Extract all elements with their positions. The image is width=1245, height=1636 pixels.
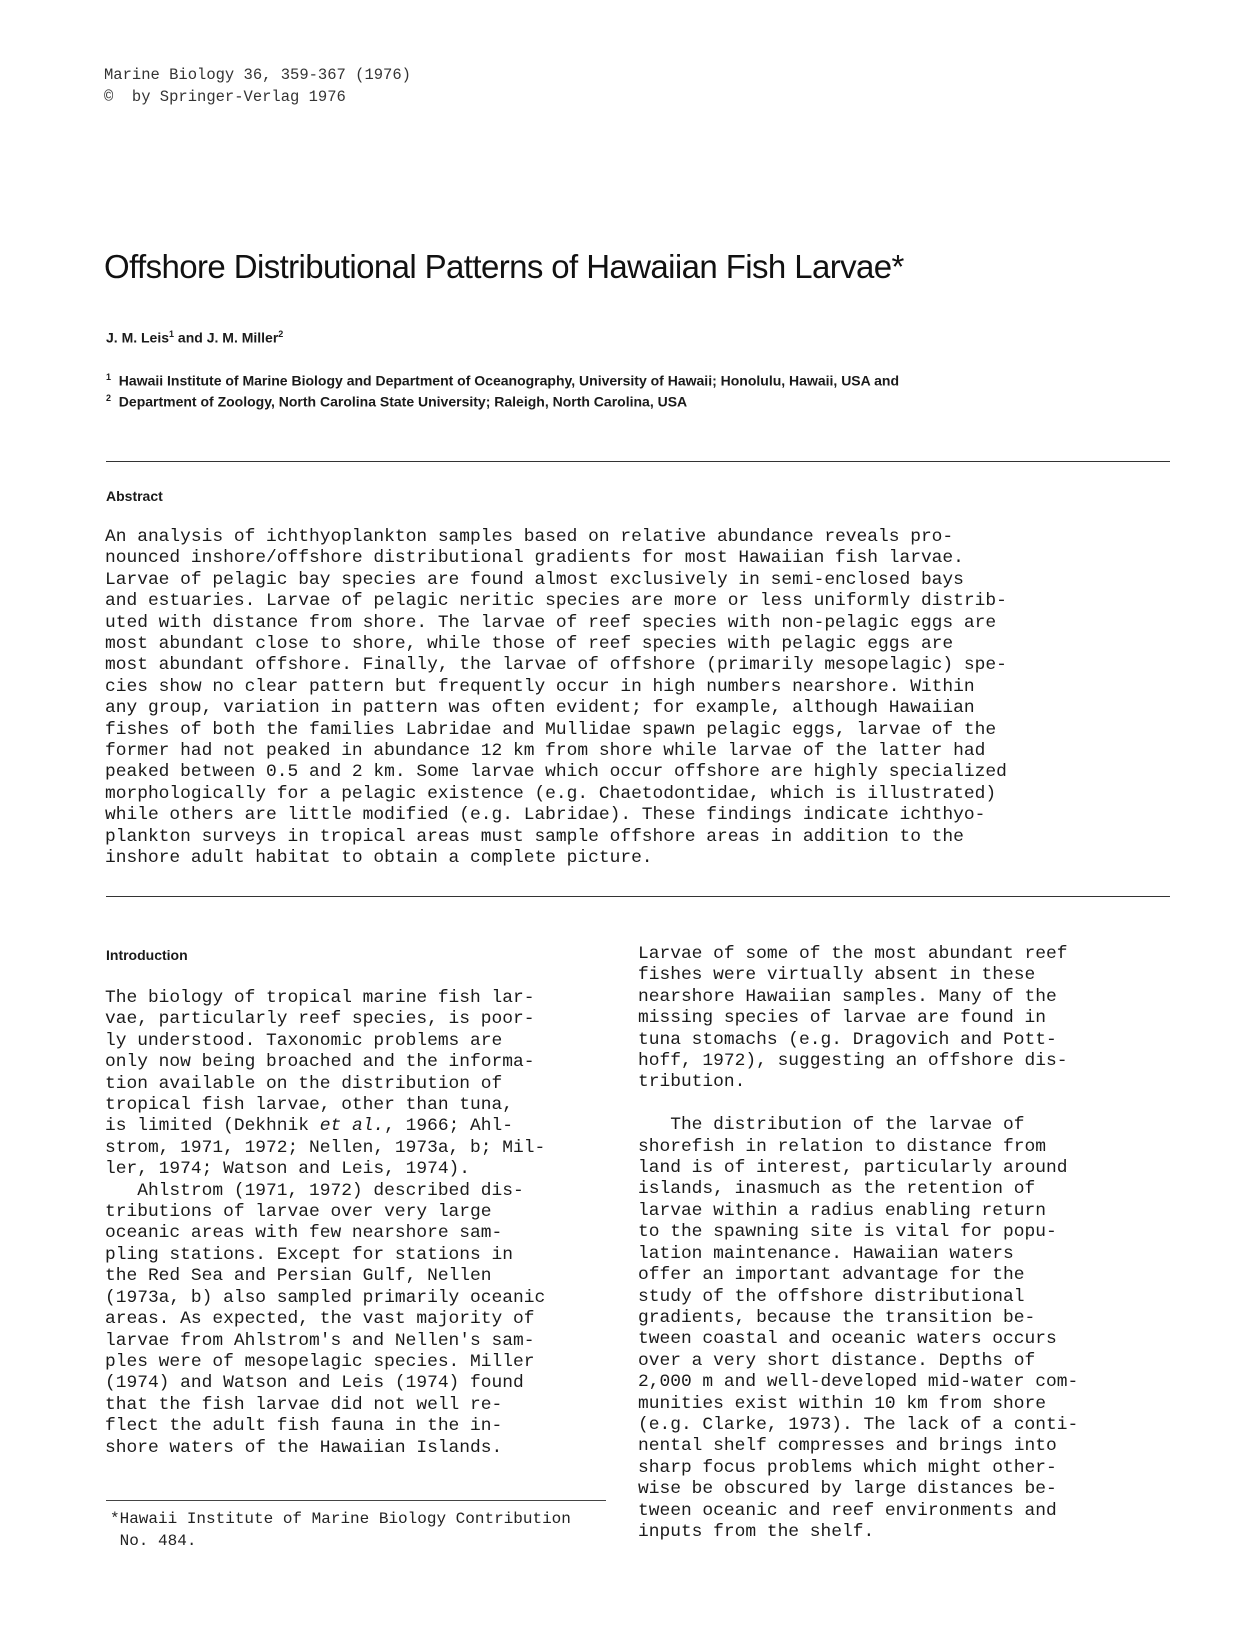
- text-line: land is of interest, particularly around: [638, 1158, 1068, 1179]
- introduction-heading: Introduction: [106, 947, 188, 963]
- text-line: shorefish in relation to distance from: [638, 1136, 1046, 1157]
- text-line: tributions of larvae over very large: [105, 1202, 492, 1223]
- text-line: most abundant offshore. Finally, the larvae of offshore (primarily mesopelagic) spe-: [105, 655, 1007, 676]
- text-line: flect the adult fish fauna in the in-: [105, 1416, 503, 1437]
- text-line: The biology of tropical marine fish lar-: [105, 988, 535, 1008]
- footnote: [110, 1508, 571, 1552]
- text-line: Larvae of pelagic bay species are found almost exclusively in semi-enclosed bays: [105, 569, 964, 590]
- abstract-top-rule: [106, 461, 1170, 462]
- text-line: tion available on the distribution of: [105, 1073, 503, 1094]
- text-line: cies show no clear pattern but frequently occur in high numbers nearshore. Within: [105, 676, 975, 697]
- text-line: tween oceanic and reef environments and: [638, 1500, 1057, 1521]
- introduction-right-column: [638, 944, 1078, 1543]
- text-line: vae, particularly reef species, is poor-: [105, 1009, 535, 1030]
- affiliation-1: [106, 372, 899, 389]
- author-2-affil-mark: 2: [278, 329, 284, 339]
- author-list: [106, 329, 283, 346]
- text-line: fishes of both the families Labridae and Mullidae spawn pelagic eggs, larvae of the: [105, 719, 997, 740]
- footnote-rule: [106, 1500, 606, 1501]
- text-line: An analysis of ichthyoplankton samples based on relative abundance reveals pro-: [105, 527, 954, 547]
- text-line: wise be obscured by large distances be-: [638, 1479, 1057, 1500]
- author-2: and J. M. Miller: [174, 329, 279, 346]
- text-line: The distribution of the larvae of: [638, 1115, 1025, 1136]
- text-line: hoff, 1972), suggesting an offshore dis-: [638, 1051, 1068, 1072]
- text-line: over a very short distance. Depths of: [638, 1350, 1036, 1371]
- text-line: fishes were virtually absent in these: [638, 965, 1036, 986]
- text-line: nental shelf compresses and brings into: [638, 1436, 1057, 1457]
- text-line: (1974) and Watson and Leis (1974) found: [105, 1373, 524, 1394]
- text-line: tropical fish larvae, other than tuna,: [105, 1095, 513, 1116]
- journal-line: Marine Biology 36, 359-367 (1976): [104, 66, 411, 84]
- text-line: (e.g. Clarke, 1973). The lack of a conti-: [638, 1414, 1079, 1435]
- abstract-bottom-rule: [106, 896, 1170, 897]
- text-line: Larvae of some of the most abundant reef: [638, 944, 1068, 964]
- text-line: former had not peaked in abundance 12 km from shore while larvae of the latter had: [105, 741, 986, 762]
- text-line: inputs from the shelf.: [638, 1521, 875, 1542]
- affiliation-1-mark: 1: [106, 372, 112, 382]
- text-line: tribution.: [638, 1072, 746, 1093]
- text-line: ly understood. Taxonomic problems are: [105, 1030, 503, 1051]
- text-line: sharp focus problems which might other-: [638, 1457, 1057, 1478]
- text-line: that the fish larvae did not well re-: [105, 1394, 503, 1415]
- text-line: study of the offshore distributional: [638, 1286, 1025, 1307]
- text-line: ples were of mesopelagic species. Miller: [105, 1351, 535, 1372]
- text-line: oceanic areas with few nearshore sam-: [105, 1223, 503, 1244]
- text-line: (1973a, b) also sampled primarily oceanic: [105, 1287, 546, 1308]
- author-1: J. M. Leis: [106, 329, 170, 346]
- text-line: is limited (Dekhnik et al., 1966; Ahl-: [105, 1116, 513, 1137]
- affiliation-2: [106, 393, 687, 410]
- text-line: plankton surveys in tropical areas must sample offshore areas in addition to the: [105, 826, 964, 847]
- text-line: morphologically for a pelagic existence (e.g. Chaetodontidae, which is illustrated): [105, 783, 997, 804]
- text-line: [638, 1094, 1078, 1115]
- affiliation-2-mark: 2: [106, 393, 112, 403]
- author-1-affil-mark: 1: [169, 329, 175, 339]
- text-line: offer an important advantage for the: [638, 1265, 1025, 1286]
- text-line: larvae from Ahlstrom's and Nellen's sam-: [105, 1330, 535, 1351]
- text-line: to the spawning site is vital for popu-: [638, 1222, 1057, 1243]
- copyright-line: © by Springer-Verlag 1976: [104, 88, 346, 106]
- text-line: while others are little modified (e.g. Labridae). These findings indicate ichthyo-: [105, 805, 986, 826]
- text-line: uted with distance from shore. The larvae of reef species with non-pelagic eggs are: [105, 612, 997, 633]
- text-line: gradients, because the transition be-: [638, 1307, 1036, 1328]
- abstract-body: [105, 527, 1007, 870]
- text-line: pling stations. Except for stations in: [105, 1244, 513, 1265]
- text-line: any group, variation in pattern was often evident; for example, although Hawaiian: [105, 698, 975, 719]
- text-line: nearshore Hawaiian samples. Many of the: [638, 986, 1057, 1007]
- text-line: islands, inasmuch as the retention of: [638, 1179, 1036, 1200]
- text-line: most abundant close to shore, while those of reef species with pelagic eggs are: [105, 634, 954, 655]
- affiliation-2-text: Department of Zoology, North Carolina State University; Raleigh, North Carolina, USA: [118, 393, 688, 410]
- text-line: and estuaries. Larvae of pelagic neritic species are more or less uniformly distrib-: [105, 591, 1007, 612]
- affiliation-1-text: Hawaii Institute of Marine Biology and Department of Oceanography, University of Hawaii; Honolulu, Hawaii, USA and: [118, 372, 900, 389]
- text-line: tuna stomachs (e.g. Dragovich and Pott-: [638, 1029, 1057, 1050]
- text-line: shore waters of the Hawaiian Islands.: [105, 1437, 503, 1458]
- text-line: missing species of larvae are found in: [638, 1008, 1046, 1029]
- text-line: inshore adult habitat to obtain a complete picture.: [105, 848, 653, 869]
- journal-citation: [104, 64, 411, 108]
- footnote-line-2: No. 484.: [110, 1532, 197, 1550]
- introduction-left-column: [105, 988, 545, 1459]
- text-line: nounced inshore/offshore distributional gradients for most Hawaiian fish larvae.: [105, 548, 964, 569]
- text-line: Ahlstrom (1971, 1972) described dis-: [105, 1180, 524, 1201]
- text-line: lation maintenance. Hawaiian waters: [638, 1243, 1014, 1264]
- text-line: only now being broached and the informa-: [105, 1052, 535, 1073]
- text-line: strom, 1971, 1972; Nellen, 1973a, b; Mil-: [105, 1137, 546, 1158]
- text-line: the Red Sea and Persian Gulf, Nellen: [105, 1266, 492, 1287]
- text-line: 2,000 m and well-developed mid-water com-: [638, 1372, 1079, 1393]
- text-line: larvae within a radius enabling return: [638, 1200, 1046, 1221]
- et-al-italic: et al.: [319, 1116, 385, 1137]
- text-line: munities exist within 10 km from shore: [638, 1393, 1046, 1414]
- text-line: ler, 1974; Watson and Leis, 1974).: [105, 1159, 471, 1180]
- paper-title: Offshore Distributional Patterns of Hawaiian Fish Larvae*: [104, 248, 904, 285]
- text-line: areas. As expected, the vast majority of: [105, 1309, 535, 1330]
- text-line: tween coastal and oceanic waters occurs: [638, 1329, 1057, 1350]
- abstract-heading: Abstract: [106, 488, 163, 504]
- text-line: peaked between 0.5 and 2 km. Some larvae which occur offshore are highly specialized: [105, 762, 1007, 783]
- footnote-line-1: *Hawaii Institute of Marine Biology Contribution: [110, 1510, 571, 1528]
